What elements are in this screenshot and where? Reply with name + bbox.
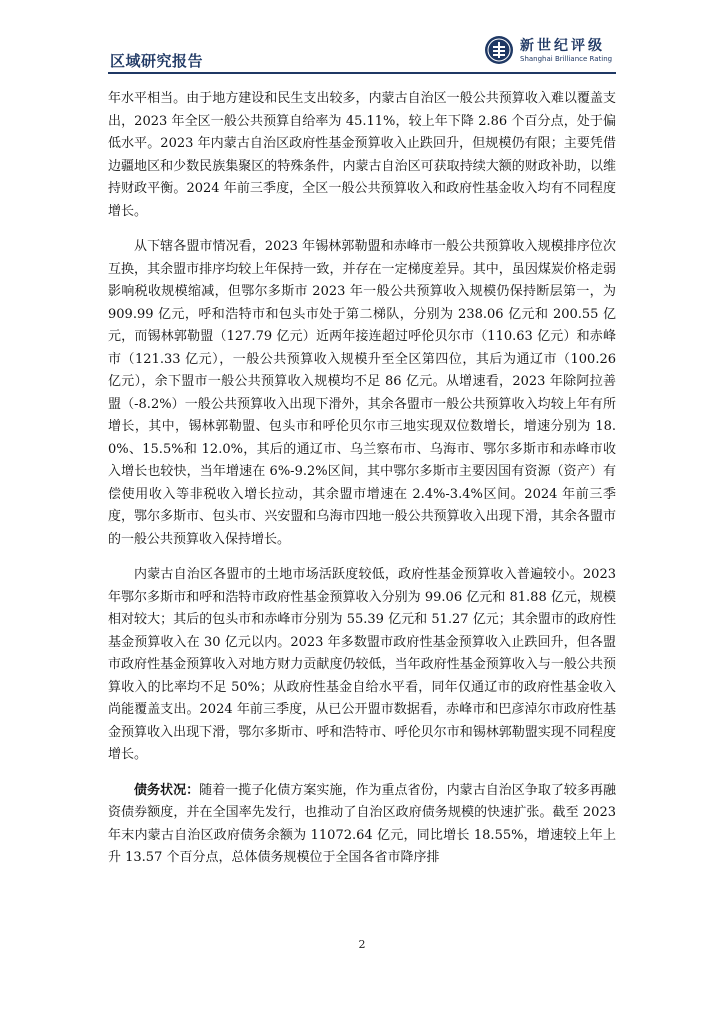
paragraph-text: 随着一揽子化债方案实施，作为重点省份，内蒙古自治区争取了较多再融资债券额度，并在全国率先发行，也推动了自治区政府债务规模的快速扩张。截至 2023 年末内蒙古自治区政府债务余额为 11072.64 亿元，同比增长 18.55%，增速较上年上升 13.57 个百分点，总体债务规模位于全国各省市降序排 [108,782,616,865]
paragraph [108,564,616,767]
brand-logo [484,35,616,69]
page-number: 2 [358,938,366,951]
header-divider [108,72,616,74]
logo-chinese-name: 新世纪评级 [520,38,605,54]
report-title: 区域研究报告 [110,52,204,70]
paragraph-text: 从下辖各盟市情况看，2023 年锡林郭勒盟和赤峰市一般公共预算收入规模排序位次互换，其余盟市排序均较上年保持一致，并存在一定梯度差异。其中，虽因煤炭价格走弱影响税收规模缩减，但鄂尔多斯市 2023 年一般公共预算收入规模仍保持断层第一，为 909.99 亿元，呼和浩特市和包头市处于第二梯队，分别为 238.06 亿元和 200.55 亿元，而锡林郭勒盟（127.79 亿元）近两年接连超过呼伦贝尔市（110.63 亿元）和赤峰市（121.33 亿元），一般公共预算收入规模升至全区第四位，其后为通辽市（100.26 亿元），余下盟市一般公共预算收入规模均不足 86 亿元。从增速看，2023 年除阿拉善盟（-8.2%）一般公共预算收入出现下滑外，其余各盟市一般公共预算收入均较上年有所增长，其中，锡林郭勒盟、包头市和呼伦贝尔市三地实现双位数增长，增速分别为 18.0%、15.5%和 12.0%，其后的通辽市、乌兰察布市、乌海市、鄂尔多斯市和赤峰市收入增长也较快，当年增速在 6%-9.2%区间，其中鄂尔多斯市主要因国有资源（资产）有偿使用收入等非税收入增长拉动，其余盟市增速在 2.4%-3.4%区间。2024 年前三季度，鄂尔多斯市、包头市、兴安盟和乌海市四地一般公共预算收入出现下滑，其余各盟市的一般公共预算收入保持增长。 [108,239,616,547]
paragraph-text: 内蒙古自治区各盟市的土地市场活跃度较低，政府性基金预算收入普遍较小。2023 年鄂尔多斯市和呼和浩特市政府性基金预算收入分别为 99.06 亿元和 81.88 亿元，规模相对较大；其后的包头市和赤峰市分别为 55.39 亿元和 51.27 亿元；其余盟市的政府性基金预算收入在 30 亿元以内。2023 年多数盟市政府性基金预算收入止跌回升，但各盟市政府性基金预算收入对地方财力贡献度仍较低，当年政府性基金预算收入与一般公共预算收入的比率均不足 50%；从政府性基金自给水平看，同年仅通辽市的政府性基金收入尚能覆盖支出。2024 年前三季度，从已公开盟市数据看，赤峰市和巴彦淖尔市政府性基金预算收入出现下滑，鄂尔多斯市、呼和浩特市、呼伦贝尔市和锡林郭勒盟实现不同程度增长。 [108,567,616,762]
page-header [0,0,724,76]
logo-english-name: Shanghai Brilliance Rating [520,55,613,63]
report-body [108,88,616,883]
section-lead: 债务状况： [134,782,200,798]
paragraph [108,236,616,551]
paragraph [108,88,616,223]
paragraph-text: 年水平相当。由于地方建设和民生支出较多，内蒙古自治区一般公共预算收入难以覆盖支出，2023 年全区一般公共预算自给率为 45.11%，较上年下降 2.86 个百分点，处于偏低水平。2023 年内蒙古自治区政府性基金预算收入止跌回升，但规模仍有限；主要凭借边疆地区和少数民族集聚区的特殊条件，内蒙古自治区可获取持续大额的财政补助，以维持财政平衡。2024 年前三季度，全区一般公共预算收入和政府性基金收入均有不同程度增长。 [108,91,616,219]
paragraph [108,780,616,870]
logo-emblem-icon [484,35,514,65]
